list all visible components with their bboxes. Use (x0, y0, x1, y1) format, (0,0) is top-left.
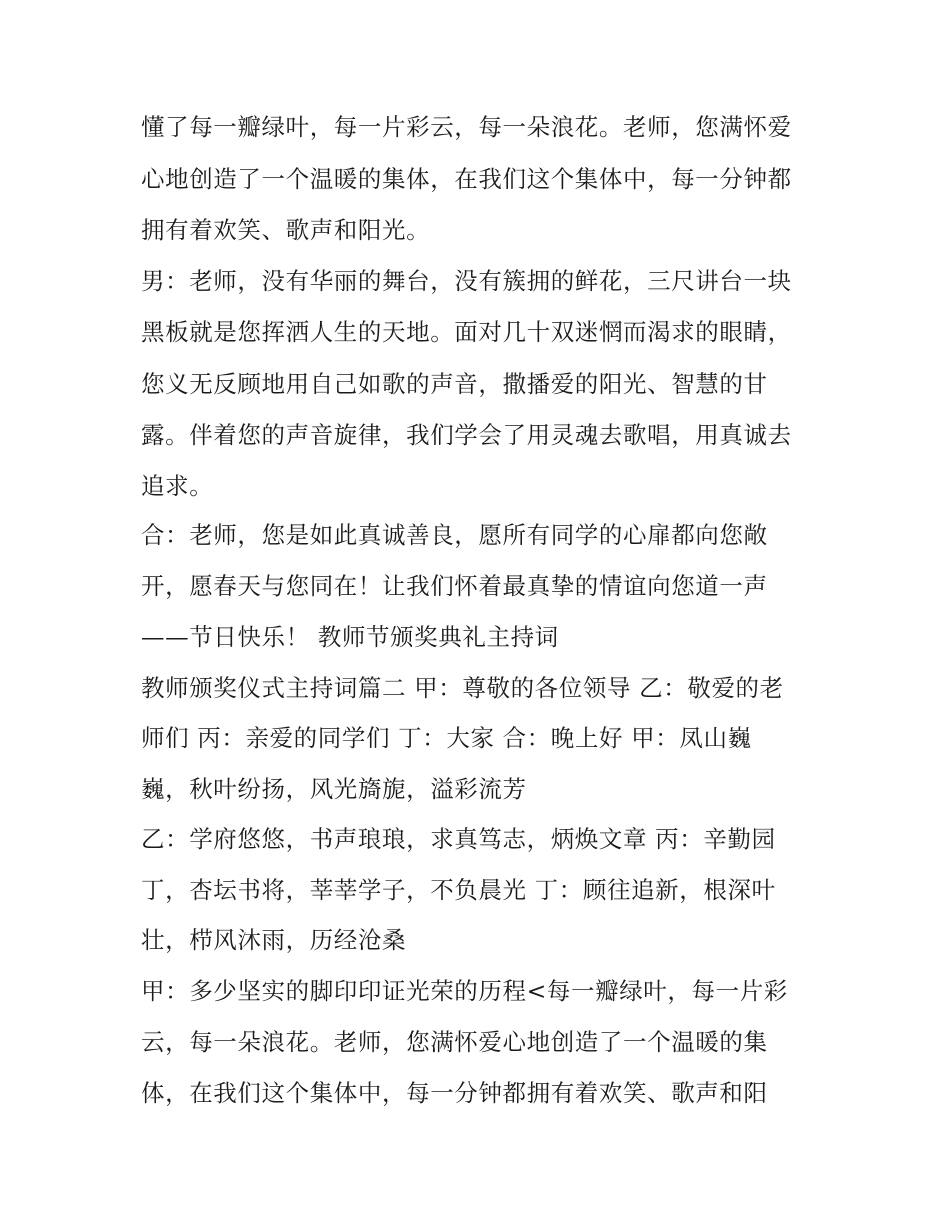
text-line: 云，每一朵浪花。老师，您满怀爱心地创造了一个温暖的集 (141, 1028, 768, 1056)
text-line: 黑板就是您挥洒人生的天地。面对几十双迷惘而渴求的眼睛， (141, 318, 792, 346)
text-line: 露。伴着您的声音旋律，我们学会了用灵魂去歌唱，用真诚去 (141, 421, 792, 449)
text-line: 追求。 (141, 472, 214, 500)
text-line: 男：老师，没有华丽的舞台，没有簇拥的鲜花，三尺讲台一块 (141, 267, 792, 295)
text-line: 体，在我们这个集体中，每一分钟都拥有着欢笑、歌声和阳 (141, 1079, 768, 1107)
text-line: ——节日快乐！ 教师节颁奖典礼主持词 (141, 623, 559, 651)
text-line: 心地创造了一个温暖的集体，在我们这个集体中，每一分钟都 (141, 165, 792, 193)
text-line: 拥有着欢笑、歌声和阳光。 (141, 216, 431, 244)
text-line: 乙：学府悠悠，书声琅琅，求真笃志，炳焕文章 丙：辛勤园 (141, 825, 776, 853)
text-line: 甲：多少坚实的脚印印证光荣的历程<每一瓣绿叶，每一片彩 (141, 977, 788, 1005)
text-line: 开，愿春天与您同在！让我们怀着最真挚的情谊向您道一声 (141, 572, 768, 600)
text-line: 合：老师，您是如此真诚善良，愿所有同学的心扉都向您敞 (141, 521, 768, 549)
text-line: 巍，秋叶纷扬，风光旖旎，溢彩流芳 (141, 775, 527, 803)
text-line: 师们 丙：亲爱的同学们 丁：大家 合：晚上好 甲：凤山巍 (141, 724, 752, 752)
text-line: 懂了每一瓣绿叶，每一片彩云，每一朵浪花。老师，您满怀爱 (141, 113, 792, 141)
text-line: 教师颁奖仪式主持词篇二 甲：尊敬的各位领导 乙：敬爱的老 (141, 674, 784, 702)
text-line: 壮，栉风沐雨，历经沧桑 (141, 926, 407, 954)
text-line: 您义无反顾地用自己如歌的声音，撒播爱的阳光、智慧的甘 (141, 370, 768, 398)
text-line: 丁，杏坛书将，莘莘学子，不负晨光 丁：顾往追新，根深叶 (141, 876, 776, 904)
